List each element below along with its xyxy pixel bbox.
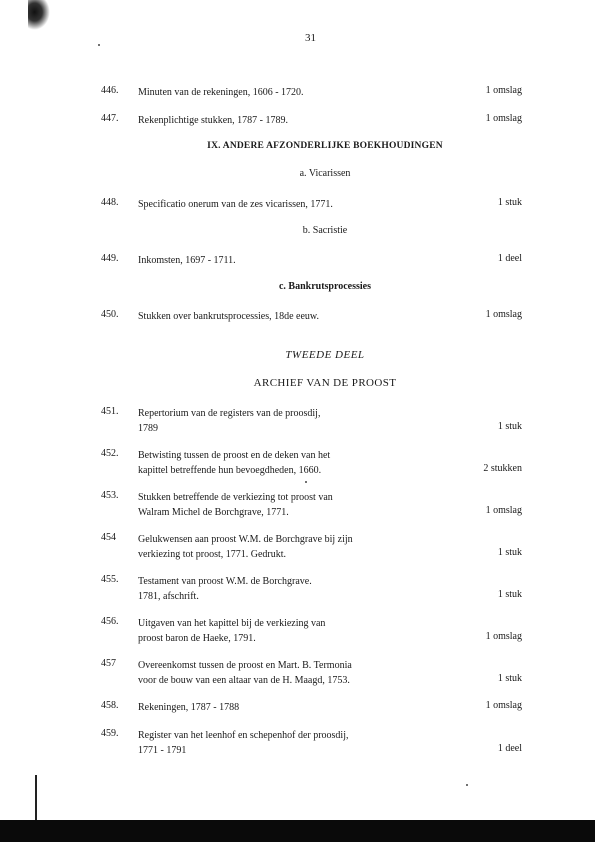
- entry-description: Specificatio onerum van de zes vicarissen, 1771.: [138, 199, 333, 210]
- entry-description-line2: 1789: [138, 423, 158, 434]
- scan-speck: [98, 44, 100, 46]
- entry-number: 458.: [101, 700, 119, 711]
- entry-number: 453.: [101, 490, 119, 501]
- subsection-heading: c. Bankrutsprocessies: [278, 281, 372, 292]
- entry-description: Inkomsten, 1697 - 1711.: [138, 255, 236, 266]
- entry-description-line1: Stukken betreffende de verkiezing tot proost van: [138, 492, 333, 503]
- entry-quantity: 2 stukken: [483, 463, 522, 474]
- entry-description-line1: Gelukwensen aan proost W.M. de Borchgrave bij zijn: [138, 534, 353, 545]
- entry-description-line1: Register van het leenhof en schepenhof der proosdij,: [138, 730, 349, 741]
- entry-quantity: 1 deel: [497, 743, 522, 754]
- entry-number: 457: [101, 658, 116, 669]
- subsection-heading: b. Sacristie: [302, 225, 348, 236]
- section-heading: IX. ANDERE AFZONDERLIJKE BOEKHOUDINGEN: [207, 141, 443, 151]
- scan-border: [0, 820, 595, 842]
- subsection-heading: a. Vicarissen: [299, 168, 351, 179]
- scan-speck: [305, 481, 307, 483]
- entry-description-line1: Repertorium van de registers van de proosdij,: [138, 408, 321, 419]
- entry-description-line2: kapittel betreffende hun bevoegdheden, 1660.: [138, 465, 322, 476]
- entry-description: Minuten van de rekeningen, 1606 - 1720.: [138, 87, 304, 98]
- entry-number: 459.: [101, 728, 119, 739]
- entry-description-line2: proost baron de Haeke, 1791.: [138, 633, 256, 644]
- entry-quantity: 1 omslag: [485, 309, 522, 320]
- entry-description-line1: Overeenkomst tussen de proost en Mart. B. Termonia: [138, 660, 352, 671]
- archive-heading: ARCHIEF VAN DE PROOST: [253, 377, 397, 389]
- entry-number: 447.: [101, 113, 119, 124]
- entry-description-line1: Betwisting tussen de proost en de deken van het: [138, 450, 331, 461]
- entry-description-line2: voor de bouw van een altaar van de H. Maagd, 1753.: [138, 675, 350, 686]
- scan-artifact: [28, 0, 50, 30]
- entry-description-line1: Uitgaven van het kapittel bij de verkiezing van: [138, 618, 326, 629]
- entry-quantity: 1 omslag: [485, 631, 522, 642]
- entry-quantity: 1 stuk: [497, 589, 522, 600]
- entry-number: 454: [101, 532, 116, 543]
- entry-number: 448.: [101, 197, 119, 208]
- page-number: 31: [305, 32, 316, 44]
- entry-description-line2: Walram Michel de Borchgrave, 1771.: [138, 507, 289, 518]
- entry-quantity: 1 deel: [497, 253, 522, 264]
- entry-number: 449.: [101, 253, 119, 264]
- entry-quantity: 1 stuk: [497, 673, 522, 684]
- part-heading: TWEEDE DEEL: [285, 349, 365, 361]
- entry-number: 446.: [101, 85, 119, 96]
- entry-description-line2: 1781, afschrift.: [138, 591, 199, 602]
- entry-quantity: 1 stuk: [497, 547, 522, 558]
- entry-quantity: 1 omslag: [485, 85, 522, 96]
- entry-quantity: 1 omslag: [485, 505, 522, 516]
- scan-artifact: [35, 775, 37, 820]
- entry-description-line2: verkiezing tot proost, 1771. Gedrukt.: [138, 549, 287, 560]
- entry-number: 456.: [101, 616, 119, 627]
- entry-description-line1: Testament van proost W.M. de Borchgrave.: [138, 576, 312, 587]
- entry-description-line2: 1771 - 1791: [138, 745, 187, 756]
- entry-description: Rekeningen, 1787 - 1788: [138, 702, 240, 713]
- entry-number: 451.: [101, 406, 119, 417]
- entry-quantity: 1 omslag: [485, 700, 522, 711]
- entry-quantity: 1 omslag: [485, 113, 522, 124]
- scan-speck: [466, 784, 468, 786]
- entry-number: 455.: [101, 574, 119, 585]
- entry-quantity: 1 stuk: [497, 421, 522, 432]
- entry-quantity: 1 stuk: [497, 197, 522, 208]
- entry-number: 450.: [101, 309, 119, 320]
- entry-number: 452.: [101, 448, 119, 459]
- entry-description: Stukken over bankrutsprocessies, 18de eeuw.: [138, 311, 319, 322]
- entry-description: Rekenplichtige stukken, 1787 - 1789.: [138, 115, 288, 126]
